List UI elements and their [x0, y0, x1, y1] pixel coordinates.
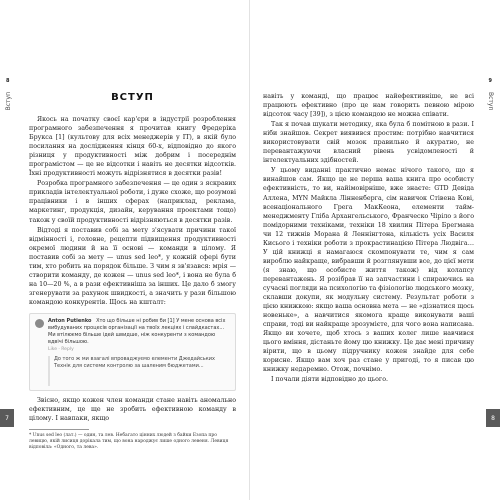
comment-body — [48, 318, 230, 346]
right-page — [250, 0, 500, 500]
chapter-title: ВСТУП — [111, 92, 154, 103]
paragraph-1: Якось на початку своєї кар'єри в індустрії розроблення програмного забезпечення я прочитав книгу Фредеріка Брукса [1] (культову для всіх менеджерів у ІТ), в якій було посилання на дослідження кінця 60-х, відповідно до якого різниця у продуктивності між добрим і посереднім програмістом — це не відсотки і навіть не десятки відсотків. Їхні продуктивності можуть відрізнятися в десятки разів! — [29, 116, 236, 178]
paragraph-2: Розробка програмного забезпечення — це один з яскравих прикладів інтелектуальної роботи, і дуже схоже, що розумові працівники і в інших сферах (наприклад, реклама, маркетинг, продукція, дизайн, керування проектами тощо) також у своїй продуктивності відрізняються в десятки разів. — [29, 180, 236, 224]
paragraph-1: навіть у команді, що працює найефективніше, не всі працюють ефективно (про це нам говорить певною мірою відсоток часу [39]), з цією командою не можна співати. — [263, 93, 474, 119]
avatar — [35, 319, 44, 328]
left-page-content — [29, 88, 236, 451]
right-page-folio: 8 — [486, 409, 500, 427]
left-page-folio: 7 — [0, 409, 14, 427]
left-running-page-number: 8 — [6, 78, 10, 84]
paragraph-3: Відтоді я поставив собі за мету з'ясувати причини такої відмінності і, головне, рецепти підвищення продуктивності окремої людини й на її основі — команди в цілому. Я поставив собі за мету — unus sed leo*, у кожній сфері бути тим, хто робить на порядок більше. З чим я зв'язався: мрія — створити команду, де кожен — unus sed leo*, і вона не була б на 10—20 %, а в рази ефективніша за інших. Це дало б змогу згенерувати за рахунок швидкості, а значить у рази більшою командою конкурентів. Щось на кшталт: — [29, 226, 236, 306]
paragraph-2: Так я почав шукати методику, яка була б помітною в рази. І ніби знайшов. Секрет виявився простим: потрібно навчитися використовувати свій мозок правильно й акуратно, не перевантажуючи власний рівень усвідомленості й інтелектуальних здібностей. — [263, 121, 474, 165]
comment-header — [35, 318, 230, 346]
comment-meta: Like · Reply — [48, 346, 74, 352]
paragraph-4: Звісно, якщо кожен член команди стане навіть аномально ефективним, це ще не зробить ефективною команду в цілому. І навпаки, якщо — [29, 396, 236, 423]
comment-reply — [48, 356, 230, 386]
right-running-page-number: 9 — [488, 78, 492, 84]
comment-author: Anton Putienko — [48, 317, 92, 324]
paragraph-4: І почали діяти відповідно до цього. — [271, 376, 389, 384]
comment-reply-text: До того ж ми взагалі впроваджуємо елементи Джедайських Технік для системи контролю за шаленим бюджетами... — [54, 355, 215, 369]
comment-text: Хто що більше ні робив би [1] У мене основа всіх вибудуваних процесів організації на твоїх лекціях і слайдкастах... Ми втілюємо більше ідей швидше, ніж конкуренти з командою вдвічі більшою. — [48, 317, 226, 345]
reply-divider — [48, 356, 50, 386]
right-page-content — [263, 92, 474, 385]
footnote: * Unus sed leo (лат.) — один, та лев. Небагато цінних людей з байки Езопа про левицю, якій лисиця дорікала тим, що вона народжує лише одного левеня. Левиця відповіла: «Одного, та лева». — [29, 433, 229, 451]
paragraph-3: У цьому виданні практично немає нічого такого, що я винайшов сам. Якщо це не перша ваша книга про особисту ефективність, то ви, найімовірніше, вже знаєте: GTD Девіда Аллена, MYN Майкла Лінненберга, сім навичок Стівена Кові, всенаціонального Грега МакКеона, елементи тайм-менеджменту Гліба Архангельського, Франческо Чіріло з його помідорними техніками, техніки 18 хвилин Пітера Брегмана чи 12 тижнів Морана й Леннінгтона, кількість усіх Василя Кисього і техніки роботи з прокрастинацією Пітера Людвіга… У цій книжці я намагаюся скомпонувати те, чим я сам вироблю найкраще, вибравши й розглянувши все, до цієї мети (я знаю, що особисте життя також) від колапсу перевантажень. Я розібрав її на запчастини і спираючись на сучасні погляди на психологію та фізіологію людського мозку, склавши докупи, як модульну систему. Результат роботи з цією книжкою: якщо ваша основна мета — не «дізнатися щось новеньке», а навчитися якомога краще виконувати ваші справи, тоді ви найкраще зрозумієте, для чого вона написана. Якщо ви хочете, щоб хтось з ваших колег лише навчився цього вміння, дістаньте йому цю книжку. Це дає мені причину вірити, що в цьому підручнику кожен знайде для себе корисне. Якщо вам хоч раз стане у пригоді, то я писав цю книжку недаремно. Отож, почнімо. — [263, 167, 474, 374]
right-running-title: Вступ — [487, 92, 494, 111]
footnotes — [29, 429, 229, 451]
left-running-title: Вступ — [5, 92, 12, 111]
social-comment-screenshot — [29, 313, 236, 391]
